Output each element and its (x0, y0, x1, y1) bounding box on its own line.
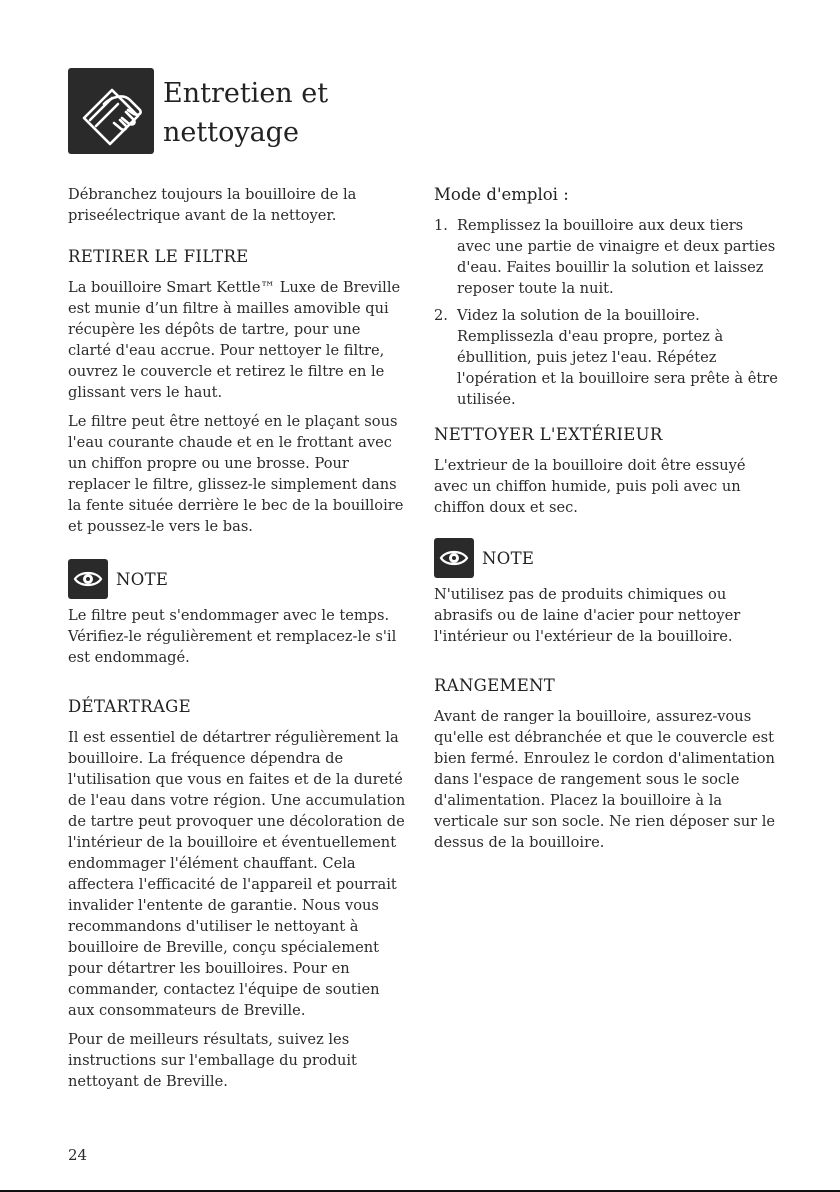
step-text: Videz la solution de la bouilloire. Remplissezla d'eau propre, portez à ébullition, puis jetez l'eau. Répétez l'opération et la bouilloire sera prête à être utilisée. (457, 307, 778, 408)
note-heading-right (434, 538, 779, 578)
note-text-right: N'utilisez pas de produits chimiques ou abrasifs ou de laine d'acier pour nettoyer l'intérieur ou l'extérieur de la bouilloire. (434, 586, 741, 645)
right-column (434, 184, 779, 861)
storage-heading: RANGEMENT (434, 676, 556, 695)
page-title-line2: nettoyage (163, 117, 299, 148)
exterior-heading: NETTOYER L'EXTÉRIEUR (434, 425, 663, 444)
eye-icon (434, 538, 474, 578)
descale-paragraph-1: Il est essentiel de détartrer régulièrement la bouilloire. La fréquence dépendra de l'utilisation que vous en faites et de la dureté de l'eau dans votre région. Une accumulation de tartre peut provoquer une décoloration de l'intérieur de la bouilloire et éventuellement endommager l'élément chauffant. Cela affectera l'efficacité de l'appareil et pourrait invalider l'entente de garantie. Nous vous recommandons d'utiliser le nettoyant à bouilloire de Breville, conçu spécialement pour détartrer les bouilloires. Pour en commander, contactez l'équipe de soutien aux consommateurs de Breville. (68, 729, 406, 1019)
method-heading: Mode d'emploi : (434, 185, 569, 204)
page-title (163, 74, 328, 152)
list-item (434, 215, 779, 299)
note-label: NOTE (482, 548, 535, 568)
step-number: 2. (434, 307, 448, 324)
list-item (434, 305, 779, 410)
eye-icon (68, 559, 108, 599)
descale-paragraph-2: Pour de meilleurs résultats, suivez les instructions sur l'emballage du produit nettoyant de Breville. (68, 1031, 357, 1090)
page-number: 24 (68, 1146, 88, 1164)
descale-heading: DÉTARTRAGE (68, 697, 191, 716)
storage-paragraph: Avant de ranger la bouilloire, assurez-vous qu'elle est débranchée et que le couvercle est bien fermé. Enroulez le cordon d'alimentation dans l'espace de rangement sous le socle d'alimentation. Placez la bouilloire à la verticale sur son socle. Ne rien déposer sur le dessus de la bouilloire. (434, 708, 776, 851)
filter-heading: RETIRER LE FILTRE (68, 247, 249, 266)
left-column (68, 184, 408, 1100)
filter-paragraph-2: Le filtre peut être nettoyé en le plaçant sous l'eau courante chaude et en le frottant avec un chiffon propre ou une brosse. Pour replacer le filtre, glissez-le simplement dans la fente située derrière le bec de la bouilloire et poussez-le vers le bas. (68, 413, 404, 535)
page-title-line1: Entretien et (163, 78, 329, 109)
intro-text: Débranchez toujours la bouilloire de la priseélectrique avant de la nettoyer. (68, 186, 357, 224)
exterior-paragraph: L'extrieur de la bouilloire doit être essuyé avec un chiffon humide, puis poli avec un chiffon doux et sec. (434, 457, 746, 516)
step-text: Remplissez la bouilloire aux deux tiers avec une partie de vinaigre et deux parties d'eau. Faites bouillir la solution et laissez reposer toute la nuit. (457, 217, 776, 297)
cleaning-hand-icon (68, 68, 154, 154)
note-label: NOTE (116, 569, 169, 589)
step-number: 1. (434, 217, 448, 234)
filter-paragraph-1: La bouilloire Smart Kettle™ Luxe de Breville est munie d’un filtre à mailles amovible qui récupère les dépôts de tartre, pour une clarté d'eau accrue. Pour nettoyer le filtre, ouvrez le couvercle et retirez le filtre en le glissant vers le haut. (68, 279, 401, 401)
note-heading-left (68, 559, 408, 599)
method-steps (434, 215, 779, 410)
note-text-left: Le filtre peut s'endommager avec le temps. Vérifiez-le régulièrement et remplacez-le s'il est endommagé. (68, 607, 397, 666)
